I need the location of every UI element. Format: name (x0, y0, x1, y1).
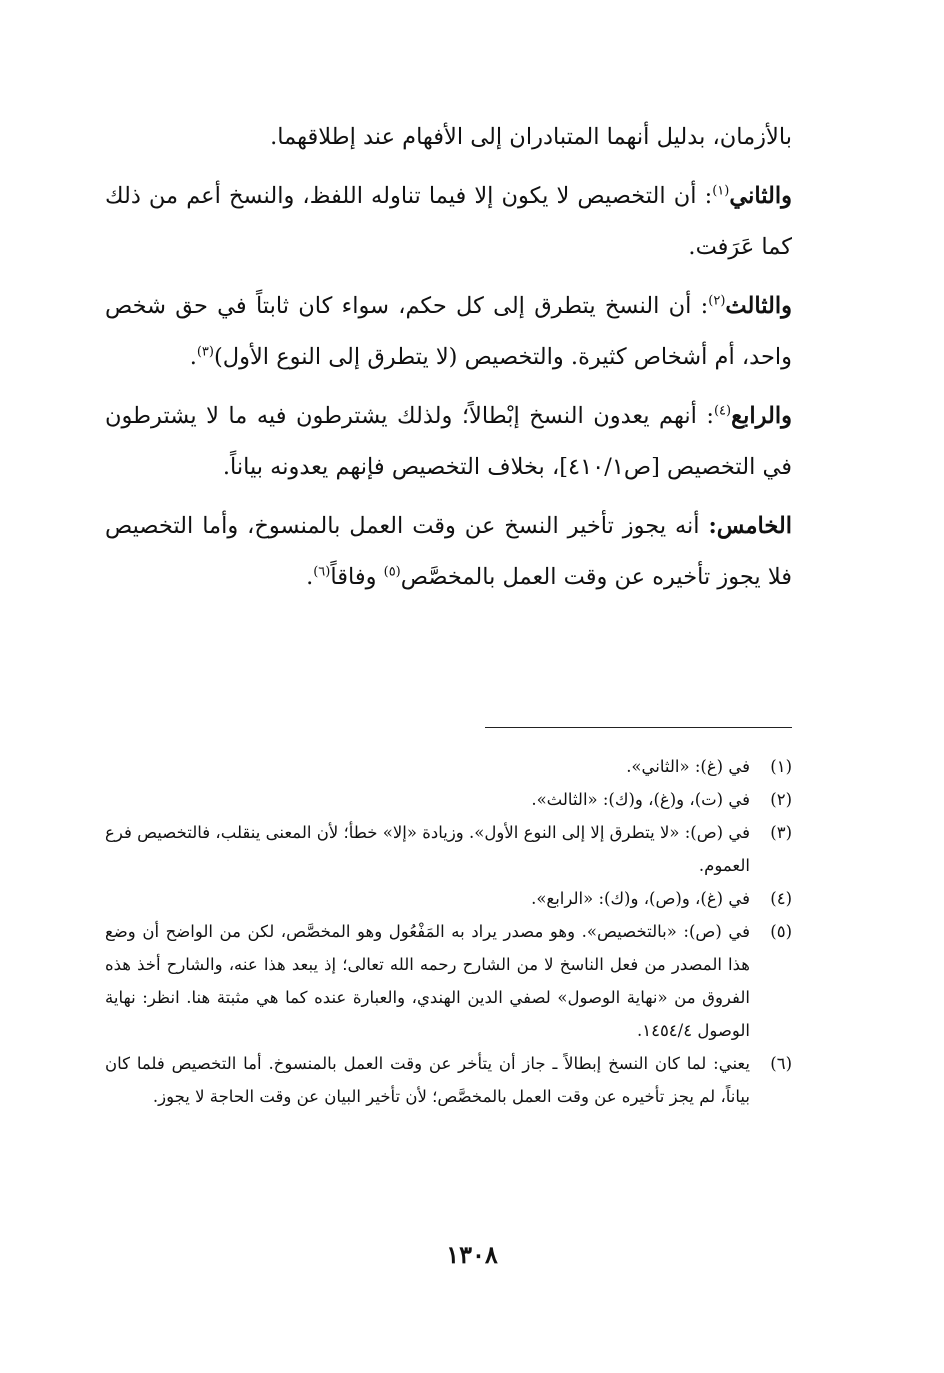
paragraph-tail: . (306, 564, 314, 590)
footnote-item (105, 882, 792, 915)
paragraph-text: : أنهم يعدون النسخ إبْطالاً؛ ولذلك يشترطون فيه ما لا يشترطون في التخصيص [ص٤١٠/١]، بخلاف التخصيص فإنهم يعدونه بياناً. (105, 403, 792, 480)
footnote-separator (485, 727, 792, 728)
paragraph-lead: والرابع (731, 403, 792, 429)
footnote-number: (١) (770, 757, 792, 776)
page-number: ١٣٠٨ (446, 1240, 498, 1269)
footnote-ref[interactable]: (٣) (196, 344, 214, 360)
paragraph-third (105, 281, 792, 383)
main-text (105, 112, 792, 603)
footnote-text: يعني: لما كان النسخ إبطالاً ـ جاز أن يتأخر عن وقت العمل بالمنسوخ. أما التخصيص فلما كان بياناً، لم يجز تأخيره عن وقت العمل بالمخصَّص؛ لأن تأخير البيان عن وقت الحاجة لا يجوز. (105, 1054, 750, 1106)
footnote-number: (٥) (770, 922, 792, 941)
footnote-number: (٤) (770, 889, 792, 908)
paragraph-tail: . (189, 344, 197, 370)
footnote-item (105, 816, 792, 882)
footnote-number: (٣) (770, 823, 792, 842)
footnote-ref[interactable]: (٢) (708, 293, 726, 309)
footnote-item (105, 750, 792, 783)
footnote-text: في (ص): «لا يتطرق إلا إلى النوع الأول». وزيادة «إلا» خطأ؛ لأن المعنى ينقلب، فالتخصيص فرع العموم. (105, 823, 750, 875)
footnote-text: في (ت)، و(غ)، و(ك): «الثالث». (531, 790, 750, 809)
footnote-ref[interactable]: (٥) (383, 564, 401, 580)
footnote-number: (٦) (770, 1054, 792, 1073)
paragraph-text-2: وفاقاً (330, 564, 384, 590)
footnote-ref[interactable]: (١) (712, 183, 730, 199)
footnote-text: في (غ): «الثاني». (626, 757, 750, 776)
footnote-ref[interactable]: (٦) (313, 564, 331, 580)
paragraph-lead: الخامس: (708, 513, 792, 539)
footnote-text: في (غ)، و(ص)، و(ك): «الرابع». (531, 889, 750, 908)
paragraph-lead: والثالث (725, 293, 792, 319)
paragraph-second (105, 171, 792, 273)
paragraph-0: بالأزمان، بدليل أنهما المتبادران إلى الأفهام عند إطلاقهما. (270, 124, 792, 150)
paragraph-text: أنه يجوز تأخير النسخ عن وقت العمل بالمنسوخ، وأما التخصيص فلا يجوز تأخيره عن وقت العمل بالمخصَّص (105, 513, 792, 590)
footnote-number: (٢) (770, 790, 792, 809)
footnote-item (105, 1047, 792, 1113)
footnote-ref[interactable]: (٤) (713, 403, 732, 419)
footnote-text: في (ص): «بالتخصيص». وهو مصدر يراد به المَفْعُول وهو المخصَّص، لكن من الواضح أن وضع هذا المصدر من فعل الناسخ لا من الشارح رحمه الله تعالى؛ إذ يبعد هذا عنه، والشارح أخذ هذه الفروق من «نهاية الوصول» لصفي الدين الهندي، والعبارة عنده كما هي مثبتة هنا. انظر: نهاية الوصول ١٤٥٤/٤. (105, 922, 750, 1040)
footnote-item (105, 915, 792, 1047)
paragraph-fourth (105, 391, 792, 493)
footnote-item (105, 783, 792, 816)
footnotes (105, 750, 792, 1113)
paragraph-text: : أن التخصيص لا يكون إلا فيما تناوله اللفظ، والنسخ أعم من ذلك كما عَرَفت. (105, 183, 792, 260)
paragraph-fifth (105, 501, 792, 603)
paragraph-lead: والثاني (729, 183, 792, 209)
paragraph-text: : أن النسخ يتطرق إلى كل حكم، سواء كان ثابتاً في حق شخص واحد، أم أشخاص كثيرة. والتخصيص (لا يتطرق إلى النوع الأول) (105, 293, 792, 370)
